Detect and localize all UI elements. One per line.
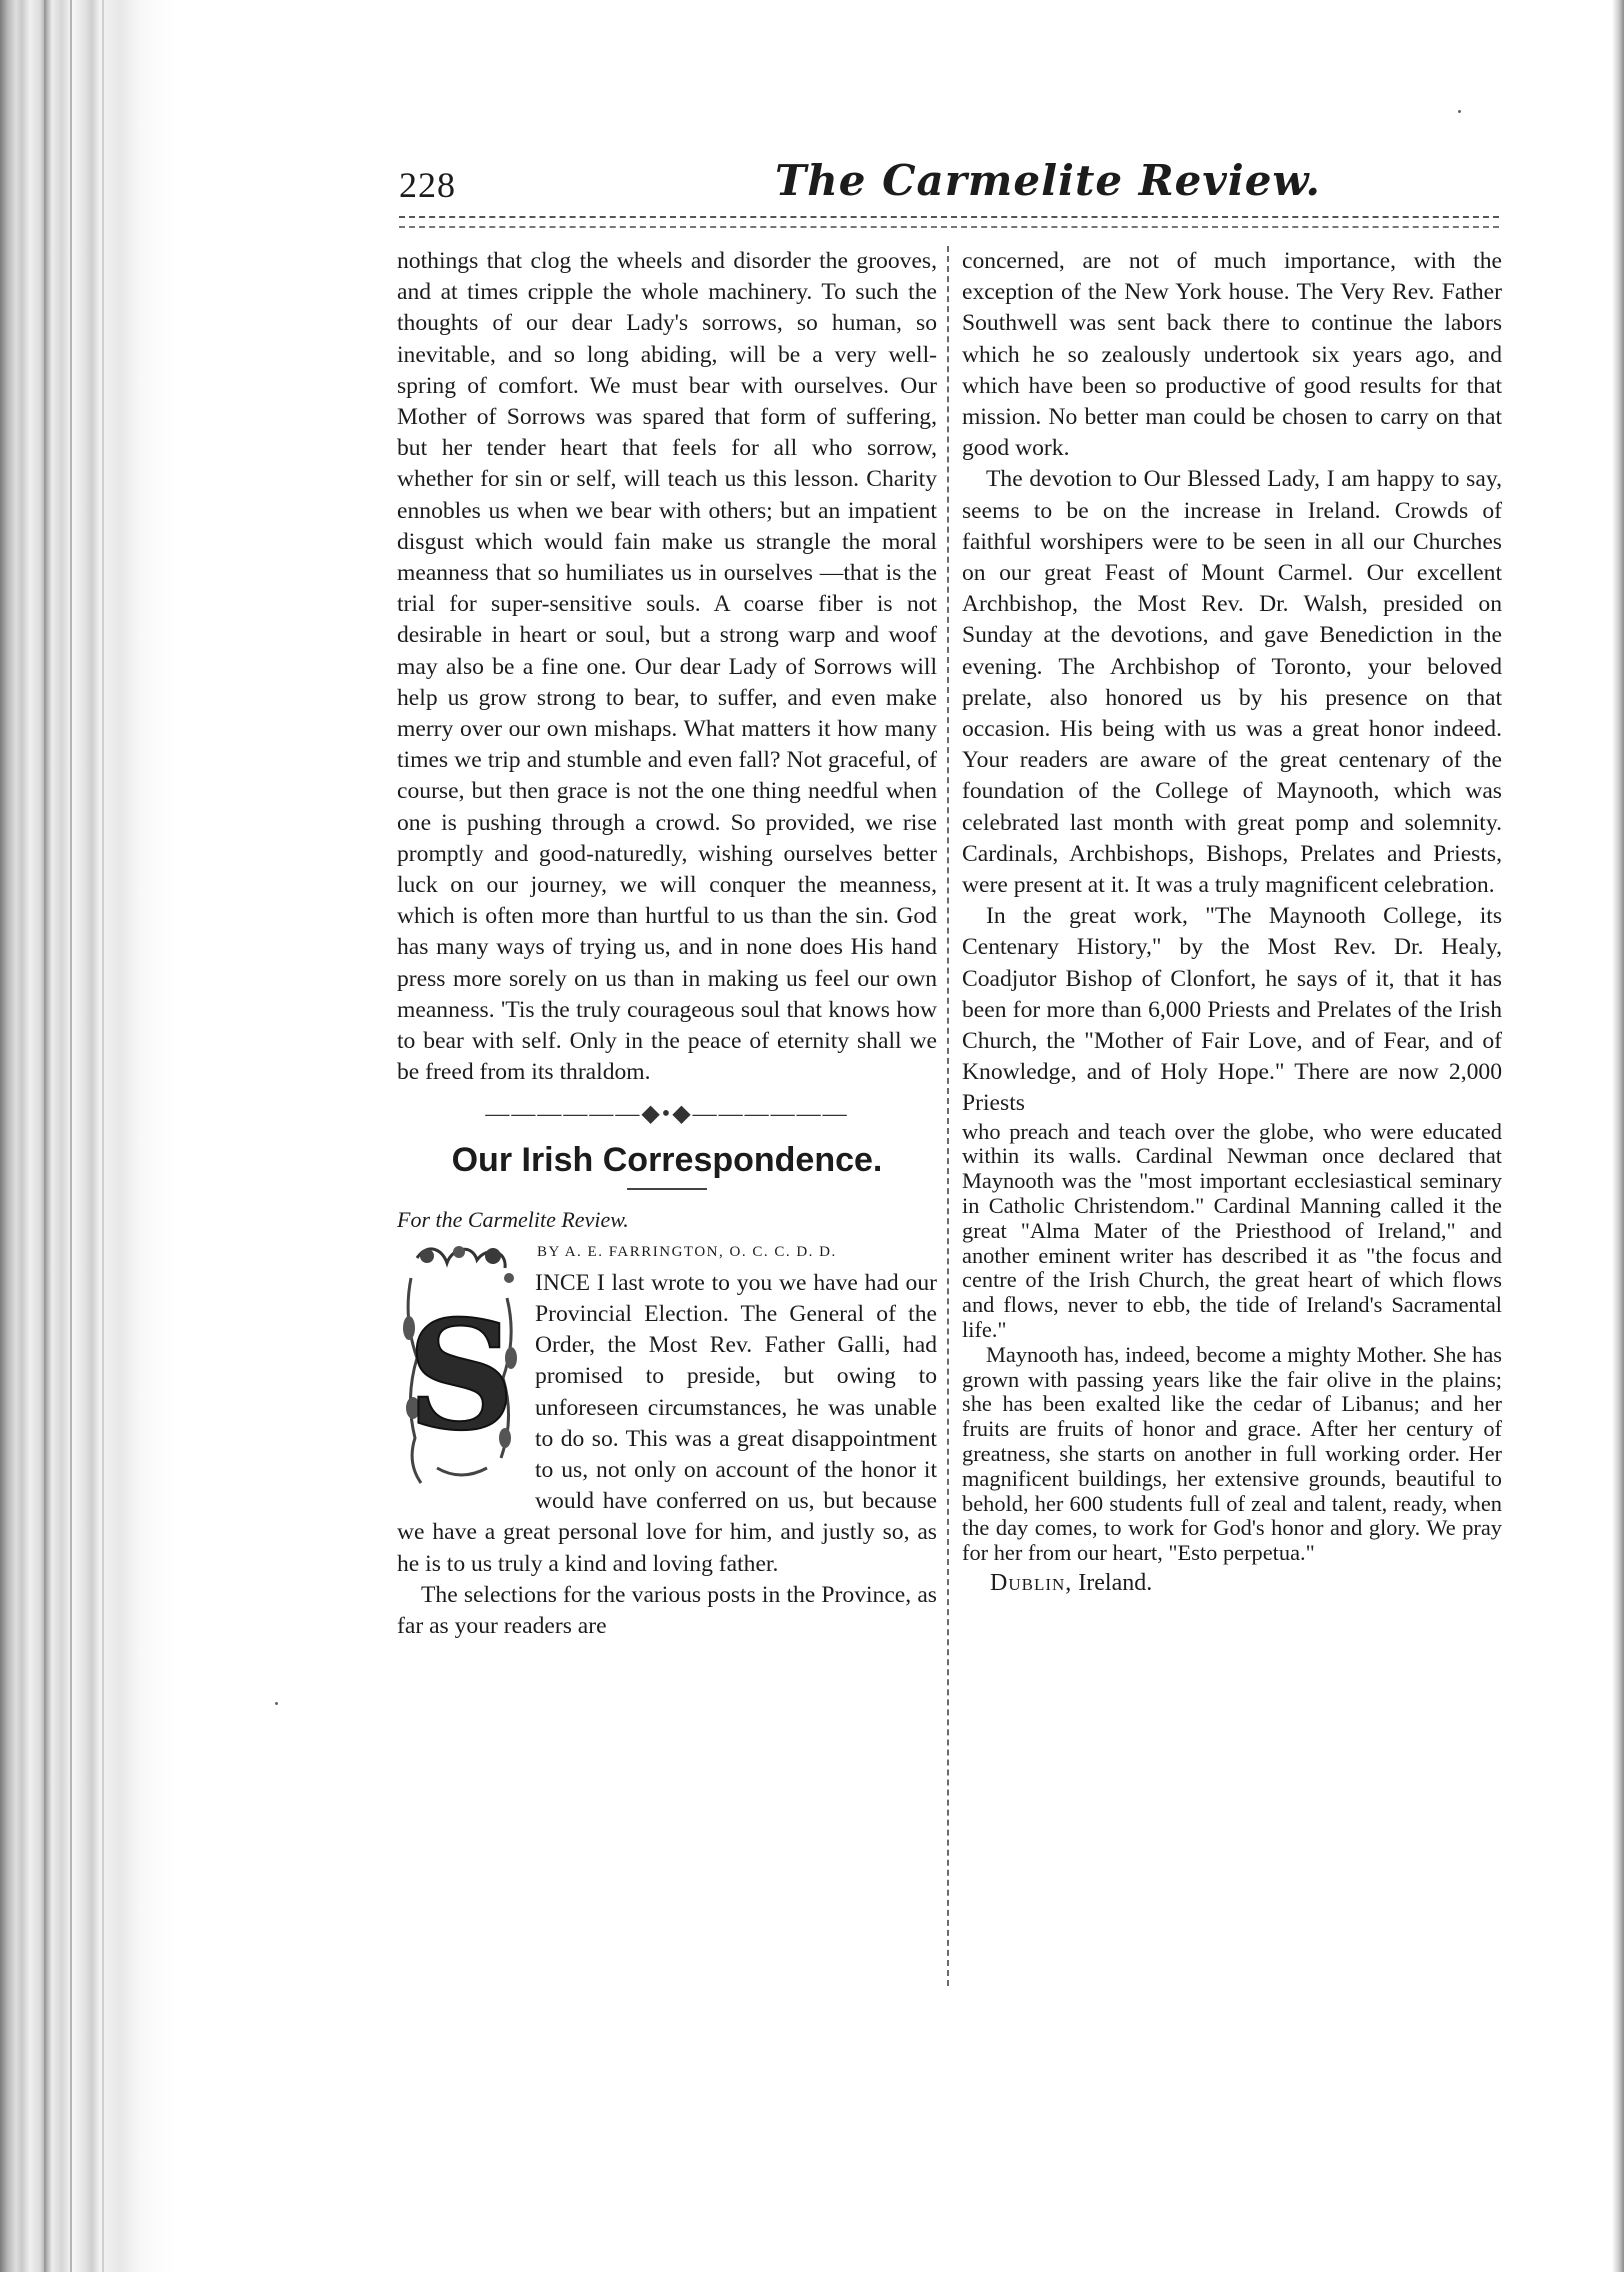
dateline-city: Dublin,: [990, 1570, 1073, 1597]
dateline: [962, 1568, 1502, 1599]
dateline-country: Ireland.: [1072, 1570, 1153, 1597]
article-title: Our Irish Correspondence.: [451, 1141, 883, 1180]
byline: BY A. E. FARRINGTON, O. C. C. D. D.: [537, 1243, 837, 1260]
drop-cap-letter: S: [406, 1287, 516, 1464]
right-column: [962, 246, 1502, 1599]
binding-line: [102, 0, 104, 2272]
first-words: INCE I: [535, 1269, 605, 1296]
binding-line: [44, 0, 46, 2272]
paragraph-continued: concerned, are not of much importance, with the exception of the New York house. The Very Rev. Father Southwell was sent back there to continue the labors which he so zealously undertook six years ago, and which have been so productive of good results for that mission. No better man could be chosen to carry on that good work.: [962, 248, 1502, 462]
left-column: [397, 246, 937, 1642]
floral-ornament-icon: [397, 1238, 525, 1488]
source-line: For the Carmelite Review.: [397, 1207, 629, 1233]
section-ornament: ——————◆•◆——————: [485, 1101, 849, 1128]
decorated-drop-cap: [397, 1238, 525, 1488]
title-underline: [627, 1188, 707, 1190]
book-binding-edge: [0, 0, 175, 2272]
binding-line: [70, 0, 72, 2272]
page-right-edge: [1612, 0, 1624, 2272]
scan-speck: [275, 1702, 278, 1705]
scan-speck: [1458, 110, 1461, 113]
paragraph: The devotion to Our Blessed Lady, I am happy to say, seems to be on the increase in Ireland. Crowds of faithful worshipers were to be seen in all our Churches on our great Feast of Mount Carmel. Our excellent Archbishop, the Most Rev. Dr. Walsh, presided on Sunday at the devotions, and gave Benediction in the evening. The Archbishop of Toronto, your beloved prelate, also honored us by his presence on that occasion. His being with us was a great honor indeed. Your readers are aware of the great centenary of the foundation of the College of Maynooth, which was celebrated last month with great pomp and solemnity. Cardinals, Archbishops, Bishops, Prelates and Priests, were present at it. It was a truly magnificent celebration.: [962, 466, 1502, 899]
column-divider: [947, 246, 949, 1986]
journal-title: The Carmelite Review.: [775, 156, 1321, 205]
header-rule: [399, 216, 1499, 228]
opening-paragraph: [397, 1268, 937, 1580]
continued-paragraph: nothings that clog the wheels and disorder the grooves, and at times cripple the whole machinery. To such the thoughts of our dear Lady's sorrows, so human, so inevitable, and so long abiding, will be a very well-spring of comfort. We must bear with ourselves. Our Mother of Sorrows was spared that form of suffering, but her tender heart that feels for all who sorrow, whether for sin or self, will teach us this lesson. Charity ennobles us when we bear with others; but an impatient disgust which would fain make us strangle the moral meanness that so humiliates us in ourselves —that is the trial for super-sensitive souls. A coarse fiber is not desirable in heart or soul, but a strong warp and woof may also be a fine one. Our dear Lady of Sorrows will help us grow strong to bear, to suffer, and even make merry over our own mishaps. What matters it how many times we trip and stumble and even fall? Not graceful, of course, but then grace is not the one thing needful when one is pushing through a crowd. So provided, we rise promptly and good-naturedly, wishing ourselves better luck on our journey, we will conquer the meanness, which is often more than hurtful to us than the sin. God has many ways of trying us, and in none does His hand press more sorely on us than in making us feel our own meanness. 'Tis the truly courageous soul that knows how to bear with self. Only in the peace of eternity shall we be freed from its thraldom.: [397, 248, 937, 1086]
running-header: [395, 150, 1505, 220]
opening-paragraph-text: last wrote to you we have had our Provincial Election. The General of the Order, the Most Rev. Father Galli, had promised to preside, but owing to unforeseen circumstances, he was unable to do so. This was a great disappointment to us, not only on account of the honor it would have conferred on us, but because we have a great personal love for him, and justly so, as he is to us truly a kind and loving father.: [397, 1269, 937, 1577]
page-number: 228: [399, 165, 456, 205]
paragraph: The selections for the various posts in the Province, as far as your readers are: [397, 1581, 937, 1639]
paragraph: In the great work, "The Maynooth College, its Centenary History," by the Most Rev. Dr. Healy, Coadjutor Bishop of Clonfort, he says of it, that it has been for more than 6,000 Priests and Prelates of the Irish Church, the "Mother of Fair Love, and of Fear, and of Knowledge, and of Holy Hope." There are now 2,000 Priests: [962, 903, 1502, 1117]
page: [395, 150, 1505, 1639]
paragraph-small-type: Maynooth has, indeed, become a mighty Mother. She has grown with passing years like the fair olive in the plains; she has been exalted like the cedar of Libanus; and her fruits are fruits of honor and grace. After her century of greatness, she starts on another in full working order. Her magnificent buildings, her extensive grounds, beautiful to behold, her 600 students full of zeal and talent, ready, when the day comes, to work for God's honor and glory. We pray for her from our heart, "Esto perpetua.": [962, 1341, 1502, 1566]
paragraph-small-type: who preach and teach over the globe, who were educated within its walls. Cardinal Newman once declared that Maynooth was the "most important ecclesiastical seminary in Catholic Christendom." Cardinal Manning called it the great "Alma Mater of the Priesthood of Ireland," and another eminent writer has described it as "the focus and centre of the Irish Church, the great heart of which flows and flows, never to ebb, the tide of Ireland's Sacramental life.": [962, 1118, 1502, 1343]
